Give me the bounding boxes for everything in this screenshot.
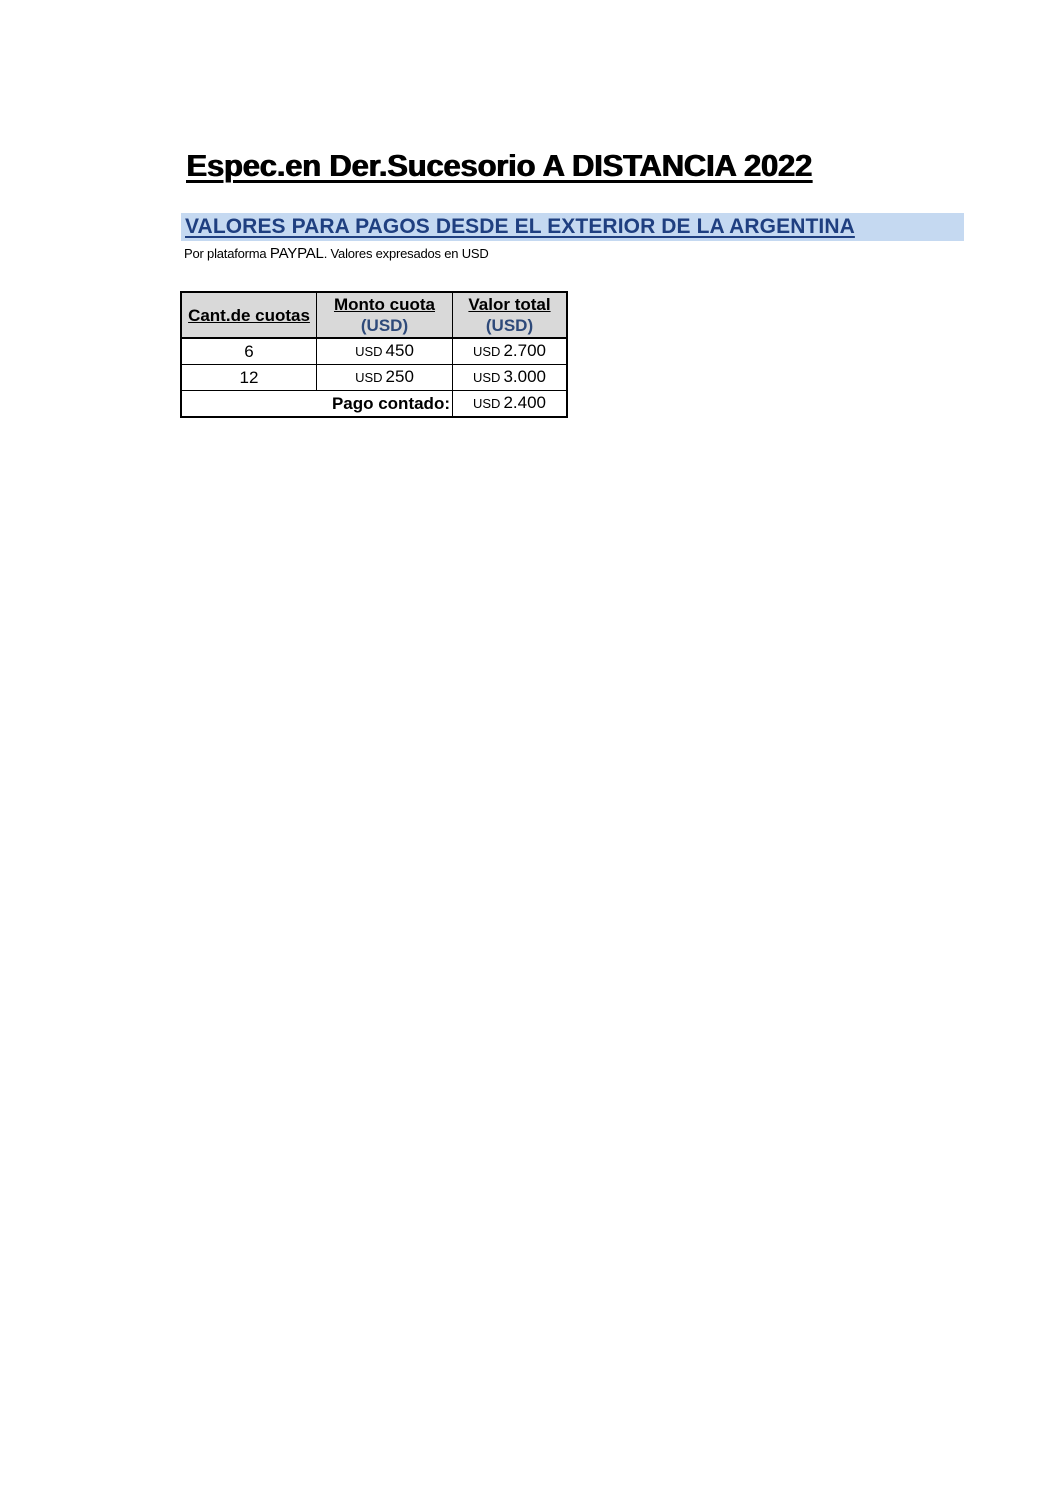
cell-cuotas: 12	[181, 365, 317, 391]
currency-label: USD	[473, 344, 501, 359]
pago-contado-value: 2.400	[503, 393, 546, 412]
cell-total-value: 2.700	[503, 341, 546, 360]
pago-contado-label: Pago contado:	[181, 391, 453, 418]
table-header-row	[181, 292, 567, 338]
header-monto-cuota-unit: (USD)	[360, 316, 409, 335]
currency-label: USD	[473, 396, 501, 411]
section-title: VALORES PARA PAGOS DESDE EL EXTERIOR DE LA ARGENTINA	[185, 215, 855, 238]
payment-note-paypal: PAYPAL	[269, 245, 324, 262]
table-footer-row	[181, 391, 567, 418]
cell-monto	[317, 338, 453, 365]
cell-total-value: 3.000	[503, 367, 546, 386]
header-cant-cuotas-label: Cant.de cuotas	[188, 305, 310, 325]
price-table	[180, 291, 568, 418]
cell-cuotas: 6	[181, 338, 317, 365]
cell-monto-value: 250	[385, 367, 414, 386]
cell-monto	[317, 365, 453, 391]
cell-monto-value: 450	[385, 341, 414, 360]
header-monto-cuota-label: Monto cuota	[333, 295, 436, 314]
payment-note-suffix: . Valores expresados en USD	[323, 246, 489, 261]
table-row	[181, 365, 567, 391]
header-valor-total-label: Valor total	[468, 295, 551, 314]
header-monto-cuota	[317, 292, 453, 338]
currency-label: USD	[355, 344, 383, 359]
pago-contado-total	[453, 391, 568, 418]
cell-total	[453, 338, 568, 365]
page-title: Espec.en Der.Sucesorio A DISTANCIA 2022	[186, 148, 812, 183]
payment-note	[184, 245, 489, 262]
payment-note-prefix: Por plataforma	[184, 246, 270, 261]
section-header-bar	[181, 213, 964, 241]
cell-total	[453, 365, 568, 391]
header-valor-total-unit: (USD)	[485, 316, 534, 335]
table-row	[181, 338, 567, 365]
currency-label: USD	[473, 370, 501, 385]
currency-label: USD	[355, 370, 383, 385]
header-cant-cuotas	[181, 292, 317, 338]
header-valor-total	[453, 292, 568, 338]
